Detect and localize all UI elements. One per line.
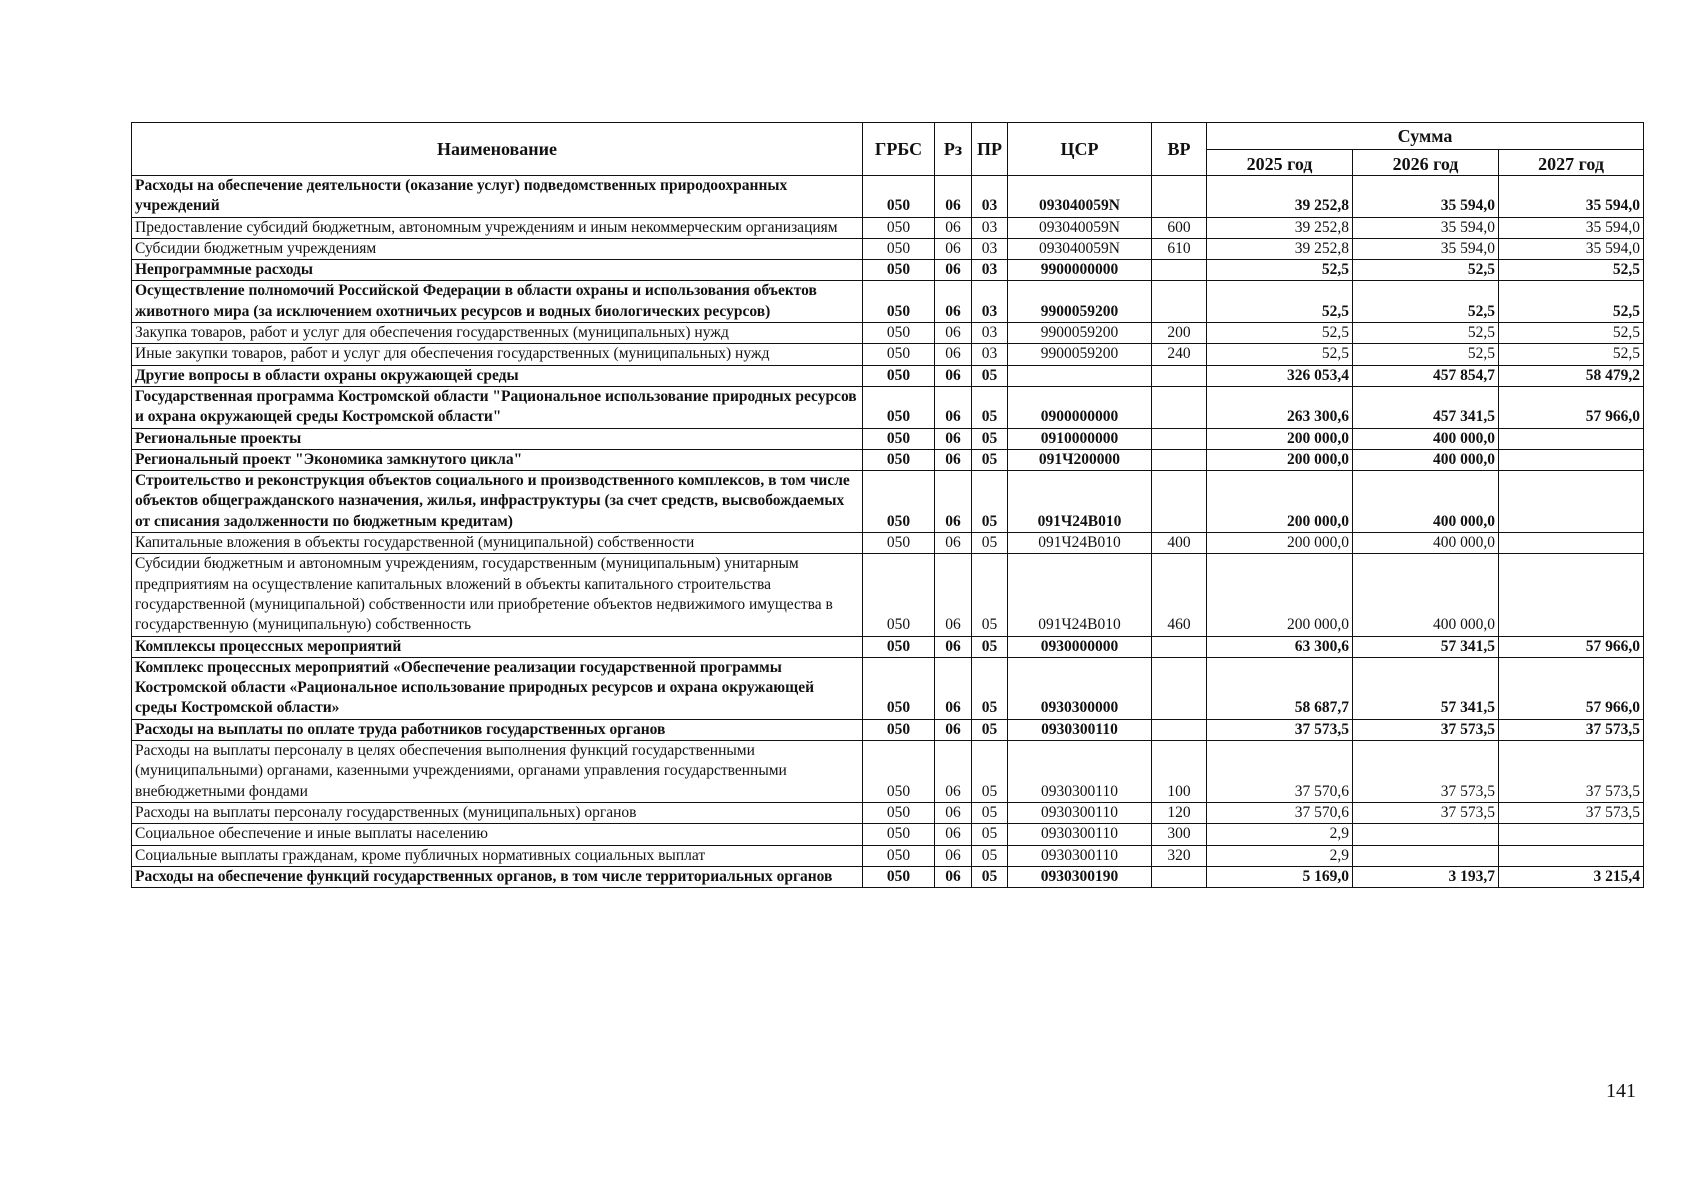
row-vr: 120 (1152, 802, 1207, 823)
row-grbs: 050 (863, 260, 935, 281)
table-row (132, 802, 1644, 823)
row-sum-2026: 35 594,0 (1353, 217, 1499, 238)
row-sum-2025: 39 252,8 (1207, 176, 1353, 218)
row-csr: 093040059N (1008, 217, 1152, 238)
row-rz: 06 (935, 217, 972, 238)
row-csr: 9900059200 (1008, 344, 1152, 365)
row-rz: 06 (935, 365, 972, 386)
row-pr: 05 (972, 449, 1008, 470)
table-row (132, 238, 1644, 259)
row-vr: 300 (1152, 824, 1207, 845)
row-grbs: 050 (863, 824, 935, 845)
row-csr: 0930300000 (1008, 657, 1152, 719)
row-vr: 600 (1152, 217, 1207, 238)
col-header-pr: ПР (972, 123, 1008, 176)
row-name: Расходы на обеспечение функций государственных органов, в том числе территориальных органов (132, 866, 863, 887)
row-grbs: 050 (863, 386, 935, 428)
row-sum-2026: 457 341,5 (1353, 386, 1499, 428)
row-sum-2027: 58 479,2 (1499, 365, 1644, 386)
row-sum-2026: 52,5 (1353, 281, 1499, 323)
row-rz: 06 (935, 323, 972, 344)
row-csr: 0930300110 (1008, 845, 1152, 866)
row-csr: 0900000000 (1008, 386, 1152, 428)
row-rz: 06 (935, 238, 972, 259)
row-vr: 100 (1152, 741, 1207, 803)
row-name: Непрограммные расходы (132, 260, 863, 281)
row-rz: 06 (935, 533, 972, 554)
row-name: Капитальные вложения в объекты государственной (муниципальной) собственности (132, 533, 863, 554)
row-name: Расходы на обеспечение деятельности (оказание услуг) подведомственных природоохранных учреждений (132, 176, 863, 218)
row-sum-2027: 57 966,0 (1499, 386, 1644, 428)
row-name: Социальное обеспечение и иные выплаты населению (132, 824, 863, 845)
row-sum-2027: 37 573,5 (1499, 802, 1644, 823)
row-sum-2026: 400 000,0 (1353, 533, 1499, 554)
row-sum-2026: 37 573,5 (1353, 802, 1499, 823)
budget-sheet (131, 122, 1643, 888)
row-name: Расходы на выплаты персоналу государственных (муниципальных) органов (132, 802, 863, 823)
row-vr: 400 (1152, 533, 1207, 554)
row-csr: 0930300110 (1008, 802, 1152, 823)
row-rz: 06 (935, 719, 972, 740)
row-vr (1152, 636, 1207, 657)
row-sum-2026: 457 854,7 (1353, 365, 1499, 386)
row-sum-2026: 3 193,7 (1353, 866, 1499, 887)
row-csr: 091Ч24В010 (1008, 471, 1152, 533)
row-pr: 05 (972, 741, 1008, 803)
table-row (132, 344, 1644, 365)
row-csr: 0930300110 (1008, 824, 1152, 845)
row-vr (1152, 428, 1207, 449)
row-grbs: 050 (863, 802, 935, 823)
row-sum-2026: 400 000,0 (1353, 554, 1499, 636)
row-grbs: 050 (863, 533, 935, 554)
row-sum-2027 (1499, 471, 1644, 533)
row-sum-2026: 400 000,0 (1353, 428, 1499, 449)
col-header-sum: Сумма (1207, 123, 1644, 150)
row-rz: 06 (935, 471, 972, 533)
row-csr: 0930300110 (1008, 719, 1152, 740)
table-row (132, 554, 1644, 636)
row-sum-2025: 200 000,0 (1207, 533, 1353, 554)
col-header-rz: Рз (935, 123, 972, 176)
row-sum-2027 (1499, 824, 1644, 845)
table-row (132, 741, 1644, 803)
table-row (132, 260, 1644, 281)
table-row (132, 323, 1644, 344)
row-pr: 05 (972, 824, 1008, 845)
row-sum-2026: 57 341,5 (1353, 636, 1499, 657)
row-grbs: 050 (863, 281, 935, 323)
row-rz: 06 (935, 386, 972, 428)
col-header-2025: 2025 год (1207, 150, 1353, 176)
row-pr: 03 (972, 176, 1008, 218)
row-sum-2025: 63 300,6 (1207, 636, 1353, 657)
row-sum-2025: 52,5 (1207, 344, 1353, 365)
row-name: Государственная программа Костромской области "Рациональное использование природных ресурсов и охрана окружающей среды Костромской области" (132, 386, 863, 428)
row-vr: 200 (1152, 323, 1207, 344)
row-sum-2026: 52,5 (1353, 260, 1499, 281)
row-sum-2025: 52,5 (1207, 260, 1353, 281)
row-sum-2025: 263 300,6 (1207, 386, 1353, 428)
row-grbs: 050 (863, 449, 935, 470)
row-pr: 05 (972, 471, 1008, 533)
row-sum-2025: 200 000,0 (1207, 428, 1353, 449)
row-name: Социальные выплаты гражданам, кроме публичных нормативных социальных выплат (132, 845, 863, 866)
row-vr: 320 (1152, 845, 1207, 866)
row-csr: 0930300110 (1008, 741, 1152, 803)
col-header-vr: ВР (1152, 123, 1207, 176)
row-csr: 0930000000 (1008, 636, 1152, 657)
row-grbs: 050 (863, 866, 935, 887)
row-sum-2025: 200 000,0 (1207, 554, 1353, 636)
row-sum-2027: 57 966,0 (1499, 657, 1644, 719)
row-csr: 091Ч24В010 (1008, 554, 1152, 636)
row-grbs: 050 (863, 238, 935, 259)
row-grbs: 050 (863, 719, 935, 740)
row-pr: 03 (972, 217, 1008, 238)
row-pr: 05 (972, 365, 1008, 386)
row-csr: 093040059N (1008, 238, 1152, 259)
row-sum-2027: 52,5 (1499, 344, 1644, 365)
row-sum-2025: 200 000,0 (1207, 471, 1353, 533)
row-name: Субсидии бюджетным и автономным учреждениям, государственным (муниципальным) унитарным предприятиям на осуществление капитальных вложений в объекты капитального строительства государственной (муниципальной) собственности или приобретение объектов недвижимого имущества в государственную (муниципальную) собственность (132, 554, 863, 636)
row-sum-2027 (1499, 554, 1644, 636)
table-row (132, 428, 1644, 449)
row-pr: 05 (972, 636, 1008, 657)
row-vr (1152, 471, 1207, 533)
row-name: Расходы на выплаты персоналу в целях обеспечения выполнения функций государственными (муниципальными) органами, казенными учреждениями, органами управления государственными внебюджетными фондами (132, 741, 863, 803)
row-vr (1152, 260, 1207, 281)
row-vr (1152, 866, 1207, 887)
row-sum-2026 (1353, 845, 1499, 866)
row-name: Комплексы процессных мероприятий (132, 636, 863, 657)
table-row (132, 386, 1644, 428)
row-grbs: 050 (863, 176, 935, 218)
row-sum-2027: 52,5 (1499, 260, 1644, 281)
row-name: Региональный проект "Экономика замкнутого цикла" (132, 449, 863, 470)
row-sum-2025: 2,9 (1207, 845, 1353, 866)
table-row (132, 176, 1644, 218)
row-name: Предоставление субсидий бюджетным, автономным учреждениям и иным некоммерческим организациям (132, 217, 863, 238)
row-sum-2027: 35 594,0 (1499, 238, 1644, 259)
row-sum-2026: 52,5 (1353, 323, 1499, 344)
row-grbs: 050 (863, 344, 935, 365)
row-sum-2027 (1499, 845, 1644, 866)
row-sum-2025: 37 573,5 (1207, 719, 1353, 740)
row-csr: 091Ч200000 (1008, 449, 1152, 470)
row-rz: 06 (935, 428, 972, 449)
row-sum-2025: 58 687,7 (1207, 657, 1353, 719)
row-sum-2026: 400 000,0 (1353, 449, 1499, 470)
budget-table (131, 122, 1644, 888)
row-grbs: 050 (863, 741, 935, 803)
page-number: 141 (1606, 1080, 1636, 1102)
row-rz: 06 (935, 824, 972, 845)
row-vr (1152, 176, 1207, 218)
row-sum-2025: 200 000,0 (1207, 449, 1353, 470)
row-pr: 05 (972, 428, 1008, 449)
row-rz: 06 (935, 866, 972, 887)
col-header-2026: 2026 год (1353, 150, 1499, 176)
row-grbs: 050 (863, 554, 935, 636)
table-row (132, 845, 1644, 866)
row-pr: 03 (972, 238, 1008, 259)
row-pr: 05 (972, 845, 1008, 866)
table-row (132, 719, 1644, 740)
row-grbs: 050 (863, 657, 935, 719)
row-sum-2026: 52,5 (1353, 344, 1499, 365)
row-sum-2027: 52,5 (1499, 281, 1644, 323)
row-sum-2025: 37 570,6 (1207, 802, 1353, 823)
budget-table-body (132, 176, 1644, 888)
row-vr (1152, 281, 1207, 323)
row-pr: 03 (972, 281, 1008, 323)
row-vr (1152, 386, 1207, 428)
row-vr: 460 (1152, 554, 1207, 636)
row-name: Осуществление полномочий Российской Федерации в области охраны и использования объектов животного мира (за исключением охотничьих ресурсов и водных биологических ресурсов) (132, 281, 863, 323)
row-csr: 9900000000 (1008, 260, 1152, 281)
row-sum-2027: 52,5 (1499, 323, 1644, 344)
row-pr: 03 (972, 260, 1008, 281)
col-header-name: Наименование (132, 123, 863, 176)
row-sum-2025: 52,5 (1207, 323, 1353, 344)
row-sum-2025: 52,5 (1207, 281, 1353, 323)
row-vr (1152, 657, 1207, 719)
row-rz: 06 (935, 344, 972, 365)
row-pr: 05 (972, 866, 1008, 887)
col-header-grbs: ГРБС (863, 123, 935, 176)
row-sum-2025: 326 053,4 (1207, 365, 1353, 386)
col-header-csr: ЦСР (1008, 123, 1152, 176)
row-sum-2025: 37 570,6 (1207, 741, 1353, 803)
row-vr (1152, 365, 1207, 386)
row-grbs: 050 (863, 323, 935, 344)
row-rz: 06 (935, 176, 972, 218)
row-rz: 06 (935, 449, 972, 470)
row-rz: 06 (935, 802, 972, 823)
row-grbs: 050 (863, 365, 935, 386)
row-vr (1152, 449, 1207, 470)
row-name: Комплекс процессных мероприятий «Обеспечение реализации государственной программы Костромской области «Рациональное использование природных ресурсов и охрана окружающей среды Костромской области» (132, 657, 863, 719)
row-pr: 05 (972, 554, 1008, 636)
row-grbs: 050 (863, 845, 935, 866)
col-header-2027: 2027 год (1499, 150, 1644, 176)
row-grbs: 050 (863, 636, 935, 657)
row-sum-2026: 37 573,5 (1353, 719, 1499, 740)
table-row (132, 449, 1644, 470)
table-row (132, 824, 1644, 845)
row-sum-2027: 3 215,4 (1499, 866, 1644, 887)
row-csr: 0930300190 (1008, 866, 1152, 887)
row-sum-2027 (1499, 449, 1644, 470)
row-rz: 06 (935, 657, 972, 719)
row-name: Иные закупки товаров, работ и услуг для обеспечения государственных (муниципальных) нужд (132, 344, 863, 365)
table-row (132, 471, 1644, 533)
row-csr: 9900059200 (1008, 323, 1152, 344)
row-rz: 06 (935, 636, 972, 657)
row-vr (1152, 719, 1207, 740)
table-row (132, 217, 1644, 238)
row-pr: 05 (972, 802, 1008, 823)
row-pr: 03 (972, 323, 1008, 344)
row-pr: 05 (972, 386, 1008, 428)
row-sum-2025: 2,9 (1207, 824, 1353, 845)
row-name: Региональные проекты (132, 428, 863, 449)
table-row (132, 657, 1644, 719)
row-sum-2025: 39 252,8 (1207, 238, 1353, 259)
row-csr: 091Ч24В010 (1008, 533, 1152, 554)
row-sum-2027 (1499, 428, 1644, 449)
row-sum-2027: 37 573,5 (1499, 741, 1644, 803)
row-sum-2025: 39 252,8 (1207, 217, 1353, 238)
row-grbs: 050 (863, 217, 935, 238)
row-sum-2026: 400 000,0 (1353, 471, 1499, 533)
row-sum-2026 (1353, 824, 1499, 845)
row-sum-2026: 35 594,0 (1353, 238, 1499, 259)
row-pr: 05 (972, 657, 1008, 719)
row-name: Расходы на выплаты по оплате труда работников государственных органов (132, 719, 863, 740)
row-csr (1008, 365, 1152, 386)
row-rz: 06 (935, 554, 972, 636)
row-rz: 06 (935, 260, 972, 281)
row-sum-2026: 37 573,5 (1353, 741, 1499, 803)
row-csr: 093040059N (1008, 176, 1152, 218)
row-vr: 240 (1152, 344, 1207, 365)
row-vr: 610 (1152, 238, 1207, 259)
row-rz: 06 (935, 281, 972, 323)
row-sum-2025: 5 169,0 (1207, 866, 1353, 887)
row-grbs: 050 (863, 471, 935, 533)
row-name: Строительство и реконструкция объектов социального и производственного комплексов, в том числе объектов общегражданского назначения, жилья, инфраструктуры (за счет средств, высвобождаемых от списания задолженности по бюджетным кредитам) (132, 471, 863, 533)
row-rz: 06 (935, 741, 972, 803)
table-row (132, 533, 1644, 554)
row-csr: 9900059200 (1008, 281, 1152, 323)
row-name: Субсидии бюджетным учреждениям (132, 238, 863, 259)
row-sum-2026: 57 341,5 (1353, 657, 1499, 719)
row-pr: 05 (972, 719, 1008, 740)
table-row (132, 365, 1644, 386)
row-sum-2027: 35 594,0 (1499, 217, 1644, 238)
row-sum-2027: 37 573,5 (1499, 719, 1644, 740)
row-grbs: 050 (863, 428, 935, 449)
row-rz: 06 (935, 845, 972, 866)
table-row (132, 866, 1644, 887)
row-pr: 05 (972, 533, 1008, 554)
row-sum-2027: 35 594,0 (1499, 176, 1644, 218)
row-sum-2027: 57 966,0 (1499, 636, 1644, 657)
table-row (132, 281, 1644, 323)
row-sum-2026: 35 594,0 (1353, 176, 1499, 218)
table-row (132, 636, 1644, 657)
row-csr: 0910000000 (1008, 428, 1152, 449)
row-name: Другие вопросы в области охраны окружающей среды (132, 365, 863, 386)
row-pr: 03 (972, 344, 1008, 365)
row-sum-2027 (1499, 533, 1644, 554)
row-name: Закупка товаров, работ и услуг для обеспечения государственных (муниципальных) нужд (132, 323, 863, 344)
